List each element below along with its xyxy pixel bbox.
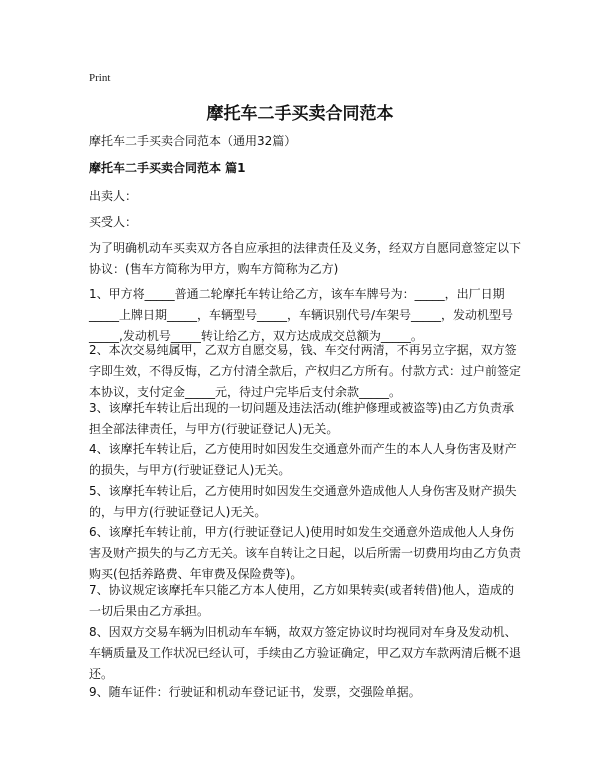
print-link[interactable]: Print (89, 72, 111, 84)
clause-9: 9、随车证件：行驶证和机动车登记证书，发票，交强险单据。 (89, 685, 421, 699)
intro-paragraph: 为了明确机动车买卖双方各自应承担的法律责任及义务，经双方自愿同意签定以下协议：(售车方简称为甲方，购车方简称为乙方) (89, 241, 522, 276)
clause-6: 6、该摩托车转让前，甲方(行驶证登记人)使用时如发生交通意外造成他人人身伤害及财产损失的与乙方无关。该车自转让之日起，以后所需一切费用均由乙方负责购买(包括养路费、年审费及保险费等)。 (89, 525, 522, 581)
clause-2: 2、本次交易纯属甲，乙双方自愿交易，钱、车交付两清，不再另立字据，双方签字即生效，不得反悔，乙方付清全款后，产权归乙方所有。付款方式：过户前签定本协议，支付定金_____元，待过户完毕后支付余款_____。 (89, 343, 522, 399)
clause-7: 7、协议规定该摩托车只能乙方本人使用，乙方如果转卖(或者转借)他人，造成的一切后果由乙方承担。 (89, 583, 515, 618)
clause-4: 4、该摩托车转让后，乙方使用时如因发生交通意外而产生的本人人身伤害及财产的损失，与甲方(行驶证登记人)无关。 (89, 442, 517, 477)
clause-8: 8、因双方交易车辆为旧机动车车辆，故双方签定协议时均视同对车身及发动机、车辆质量及工作状况已经认可，手续由乙方验证确定，甲乙双方车款两清后概不退还。 (89, 625, 522, 681)
seller-line: 出卖人： (89, 189, 138, 203)
document-title: 摩托车二手买卖合同范本 (206, 104, 394, 124)
clause-3: 3、该摩托车转让后出现的一切问题及违法活动(维护修理或被盗等)由乙方负责承担全部法律责任，与甲方(行驶证登记人)无关。 (89, 401, 515, 436)
clause-5: 5、该摩托车转让后，乙方使用时如因发生交通意外造成他人人身伤害及财产损失的，与甲方(行驶证登记人)无关。 (89, 484, 517, 519)
clause-1: 1、甲方将_____普通二轮摩托车转让给乙方，该车车牌号为：_____，出厂日期_____上牌日期_____，车辆型号_____，车辆识别代号/车架号_____，发动机型号_____,发动机号_____转让给乙方，双方达成成交总额为_____。 (89, 287, 514, 343)
document-subtitle: 摩托车二手买卖合同范本（通用32篇） (89, 134, 297, 148)
buyer-line: 买受人： (89, 215, 138, 229)
section-heading: 摩托车二手买卖合同范本 篇1 (89, 161, 246, 175)
